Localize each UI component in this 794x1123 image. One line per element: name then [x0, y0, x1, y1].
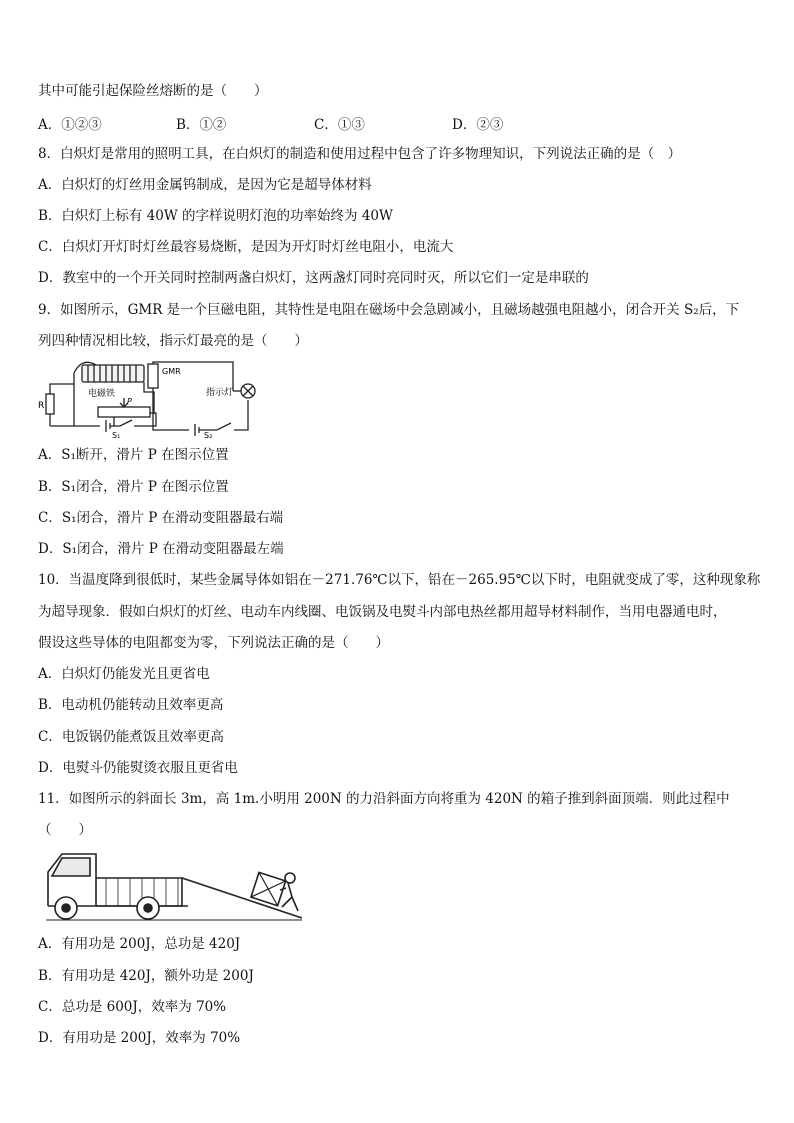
q10-stem-line2: 为超导现象．假如白炽灯的灯丝、电动车内线圈、电饭锅及电熨斗内部电热丝都用超导材料制作，当用电器通电时， [38, 604, 727, 620]
q9-option-a: A．S₁断开，滑片 P 在图示位置 [38, 447, 229, 463]
p-label: P [127, 397, 132, 406]
lamp-label: 指示灯 [206, 388, 234, 398]
q8-stem: 8．白炽灯是常用的照明工具，在白炽灯的制造和使用过程中包含了许多物理知识，下列说法正确的是（ ） [38, 146, 682, 162]
q11-option-a: A．有用功是 200J，总功是 420J [38, 936, 241, 952]
q9-stem-line2: 列四种情况相比较，指示灯最亮的是（ ） [38, 333, 308, 349]
q11-option-c: C．总功是 600J，效率为 70% [38, 999, 227, 1015]
gmr-circuit-figure [38, 360, 270, 438]
electromagnet-label: 电磁铁 [88, 389, 116, 399]
q9-stem-line1: 9．如图所示，GMR 是一个巨磁电阻，其特性是电阻在磁场中会急剧减小，且磁场越强电阻越小，闭合开关 S₂后，下 [38, 302, 740, 318]
q10-option-d: D．电熨斗仍能熨烫衣服且更省电 [38, 760, 238, 776]
q11-option-b: B．有用功是 420J，额外功是 200J [38, 968, 254, 984]
s1-label: S₁ [112, 431, 121, 438]
truck-ramp-figure [44, 848, 306, 928]
gmr-label: GMR [162, 367, 181, 376]
q11-option-d: D．有用功是 200J，效率为 70% [38, 1030, 241, 1046]
q8-option-a: A．白炽灯的灯丝用金属钨制成，是因为它是超导体材料 [38, 177, 372, 193]
q8-option-d: D．教室中的一个开关同时控制两盏白炽灯，这两盏灯同时亮同时灭，所以它们一定是串联的 [38, 270, 589, 286]
s2-label: S₂ [204, 431, 213, 438]
q10-option-a: A．白炽灯仍能发光且更省电 [38, 666, 210, 682]
q7-option-a: A．①②③ [38, 117, 102, 133]
q10-stem-line3: 假设这些导体的电阻都变为零，下列说法正确的是（ ） [38, 635, 389, 651]
r-label: R [38, 401, 45, 411]
q10-option-b: B．电动机仍能转动且效率更高 [38, 697, 224, 713]
q11-stem-line1: 11．如图所示的斜面长 3m，高 1m.小明用 200N 的力沿斜面方向将重为 420N 的箱子推到斜面顶端．则此过程中 [38, 791, 730, 807]
q8-option-b: B．白炽灯上标有 40W 的字样说明灯泡的功率始终为 40W [38, 208, 393, 224]
q7-option-c: C．①③ [314, 117, 365, 133]
q7-option-b: B．①② [176, 117, 227, 133]
q9-option-d: D．S₁闭合，滑片 P 在滑动变阻器最左端 [38, 541, 284, 557]
q10-option-c: C．电饭锅仍能煮饭且效率更高 [38, 729, 224, 745]
q8-option-c: C．白炽灯开灯时灯丝最容易烧断，是因为开灯时灯丝电阻小，电流大 [38, 239, 454, 255]
q10-stem-line1: 10．当温度降到很低时，某些金属导体如铝在－271.76℃以下，铅在－265.95℃以下时，电阻就变成了零，这种现象称 [38, 572, 761, 588]
q7-options [38, 113, 503, 133]
q11-stem-line2: （ ） [38, 822, 92, 838]
q7-option-d: D．②③ [452, 117, 504, 133]
q7-stem-tail: 其中可能引起保险丝熔断的是（ ） [38, 83, 268, 99]
q9-option-c: C．S₁闭合，滑片 P 在滑动变阻器最右端 [38, 510, 284, 526]
q9-option-b: B．S₁闭合，滑片 P 在图示位置 [38, 479, 229, 495]
